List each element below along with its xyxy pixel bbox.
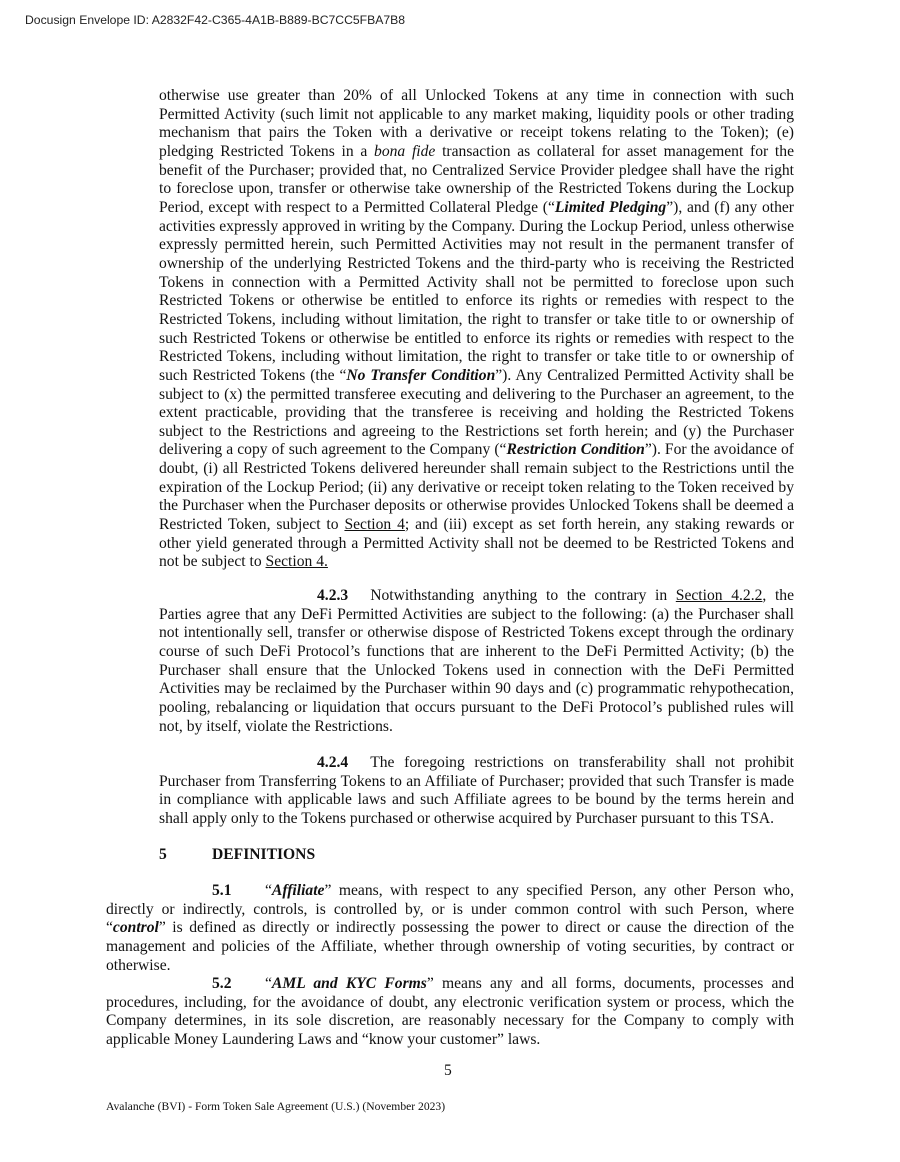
- section-number-5-1: 5.1: [212, 882, 232, 899]
- defined-term-affiliate: Affiliate: [271, 882, 325, 899]
- section-4-2-4: [159, 754, 794, 829]
- docusign-envelope-id: Docusign Envelope ID: A2832F42-C365-4A1B-B889-BC7CC5FBA7B8: [25, 13, 406, 27]
- section-number-4-2-3: 4.2.3: [317, 587, 349, 604]
- text-run: The foregoing restrictions on transferability shall not prohibit Purchaser from Transferring Tokens to an Affiliate of Purchaser; provided that such Transfer is made in compliance with applicable laws and such Affiliate agrees to be bound by the terms herein and shall apply only to the Tokens purchased or otherwise acquired by Purchaser pursuant to this TSA.: [159, 754, 794, 827]
- text-run: “: [265, 975, 272, 992]
- text-run: ” means, with respect to any specified Person, any other Person who, directly or indirectly, controls, is controlled by, or is under common control with such Person, where “: [106, 882, 794, 937]
- section-4-2-2-reference: Section 4.2.2: [675, 587, 763, 604]
- italic-term-bona-fide: bona fide: [374, 142, 436, 160]
- definition-5-2-aml-kyc-forms: [106, 975, 794, 1050]
- section-4-2-3: [159, 587, 794, 736]
- text-run: ”). Any Centralized Permitted Activity shall be subject to (x) the permitted transferee executing and delivering to the Purchaser an agreement, to the extent practicable, providing that the transferee is receiving and holding the Restricted Tokens subject to the Restrictions and agreeing to the Restrictions set forth herein; and (y) the Purchaser delivering a copy of such agreement to the Company (“: [159, 366, 794, 459]
- text-run: , the Parties agree that any DeFi Permitted Activities are subject to the following: (a) the Purchaser shall not intentionally sell, transfer or otherwise dispose of Restricted Tokens except through the ordinary course of such DeFi Protocol’s functions that are inherent to the DeFi Permitted Activity; (b) the Purchaser shall ensure that the Unlocked Tokens used in connection with the DeFi Permitted Activities may be reclaimed by the Purchaser within 90 days and (c) programmatic rehypothecation, pooling, rebalancing or liquidation that occurs pursuant to the DeFi Protocol’s published rules will not, by itself, violate the Restrictions.: [159, 587, 794, 735]
- text-run: transaction as collateral for asset management for the benefit of the Purchaser; provided that, no Centralized Service Provider pledgee shall have the right to foreclose upon, transfer or otherwise take ownership of the Restricted Tokens during the Lockup Period, except with respect to a Permitted Collateral Pledge (“: [159, 142, 794, 216]
- text-run: ”), and (f) any other activities expressly approved in writing by the Company. During the Lockup Period, unless otherwise expressly permitted herein, such Permitted Activities may not result in the permanent transfer of ownership of the underlying Restricted Tokens and the third-party who is receiving the Restricted Tokens in connection with a Permitted Activity shall not be permitted to foreclose upon such Restricted Tokens or otherwise be entitled to enforce its rights or remedies with respect to the Restricted Tokens, including without limitation, the right to transfer or take title to or ownership of such Restricted Tokens or otherwise be entitled to enforce its rights or remedies with respect to the Restricted Tokens, including without limitation, the right to transfer or take title to or ownership of such Restricted Tokens (the “: [159, 198, 794, 384]
- defined-term-no-transfer-condition: No Transfer Condition: [346, 366, 496, 384]
- section-5-heading: [159, 846, 315, 865]
- text-run: Notwithstanding anything to the contrary in: [370, 587, 676, 604]
- document-footer: Avalanche (BVI) - Form Token Sale Agreement (U.S.) (November 2023): [106, 1100, 446, 1113]
- defined-term-limited-pledging: Limited Pledging: [554, 198, 667, 216]
- text-run: “: [265, 882, 272, 899]
- text-run: ” is defined as directly or indirectly possessing the power to direct or cause the direction of the management and policies of the Affiliate, whether through ownership of voting securities, by contract or otherwise.: [106, 919, 794, 974]
- page-number: 5: [444, 1062, 452, 1079]
- section-4-reference: Section 4: [344, 516, 405, 534]
- text-run: ” means any and all forms, documents, processes and procedures, including, for the avoidance of doubt, any electronic verification system or process, which the Company determines, in its sole discretion, are reasonably necessary for the Company to comply with applicable Money Laundering Laws and “know your customer” laws.: [106, 975, 794, 1048]
- text-run: otherwise use greater than 20% of all Unlocked Tokens at any time in connection with such Permitted Activity (such limit not applicable to any market making, liquidity pools or other trading mechanism that pairs the Token with a derivative or receipt tokens relating to the Token); (e) pledging Restricted Tokens in a: [159, 87, 794, 160]
- defined-term-control: control: [112, 919, 159, 937]
- section-4-reference-2: Section 4.: [265, 553, 328, 571]
- definition-5-1-affiliate: [106, 882, 794, 975]
- text-run: ; and (iii) except as set forth herein, any staking rewards or other yield generated through a Permitted Activity shall not be deemed to be Restricted Tokens and not be subject to: [159, 516, 794, 571]
- section-number-5: 5: [159, 846, 167, 863]
- section-title-definitions: DEFINITIONS: [212, 846, 316, 863]
- defined-term-aml-kyc-forms: AML and KYC Forms: [271, 975, 427, 992]
- section-number-4-2-4: 4.2.4: [317, 754, 349, 771]
- paragraph-permitted-activities-continued: [159, 87, 794, 572]
- section-number-5-2: 5.2: [212, 975, 232, 992]
- text-run: ”). For the avoidance of doubt, (i) all Restricted Tokens delivered hereunder shall remain subject to the Restrictions until the expiration of the Lockup Period; (ii) any derivative or receipt token relating to the Token received by the Purchaser when the Purchaser deposits or otherwise provides Unlocked Tokens shall be deemed a Restricted Token, subject to: [159, 441, 794, 534]
- defined-term-restriction-condition: Restriction Condition: [506, 441, 645, 459]
